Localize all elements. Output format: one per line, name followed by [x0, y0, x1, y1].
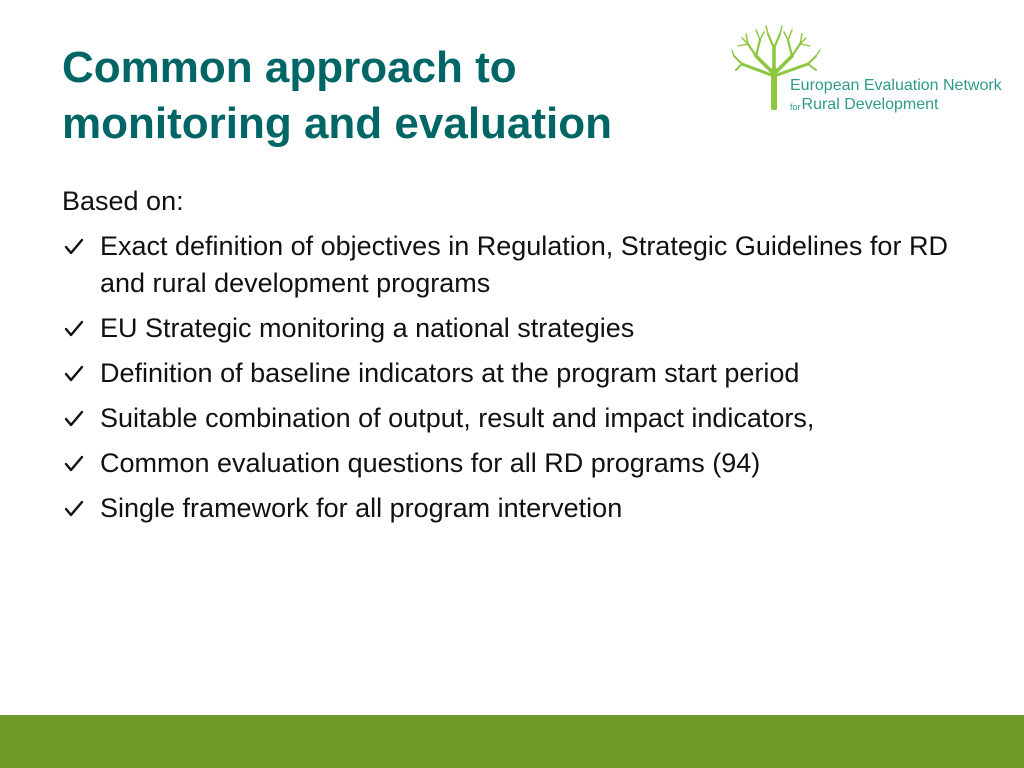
logo-text: [790, 76, 1002, 115]
bullet-text: Definition of baseline indicators at the program start period: [100, 358, 800, 388]
bullet-list: [62, 228, 962, 527]
logo-line-2-text: Rural Development: [801, 96, 939, 113]
slide-title-line-2: monitoring and evaluation: [62, 99, 613, 148]
logo-line-1: European Evaluation Network: [790, 77, 1002, 94]
bullet-item: [62, 310, 962, 347]
bullet-item: [62, 228, 962, 302]
bullet-item: [62, 490, 962, 527]
checkmark-icon: [62, 310, 88, 347]
bullet-item: [62, 445, 962, 482]
bullet-text: Single framework for all program intervetion: [100, 493, 623, 523]
checkmark-icon: [62, 400, 88, 437]
slide-title-line-1: Common approach to: [62, 43, 517, 92]
bullet-item: [62, 400, 962, 437]
checkmark-icon: [62, 490, 88, 527]
checkmark-icon: [62, 445, 88, 482]
eenrd-logo: [730, 24, 1015, 114]
bullet-text: Suitable combination of output, result and impact indicators,: [100, 403, 815, 433]
intro-text: Based on:: [62, 186, 184, 216]
bullet-text: Exact definition of objectives in Regulation, Strategic Guidelines for RD and rural development programs: [100, 231, 948, 298]
checkmark-icon: [62, 228, 88, 265]
logo-for-prefix: for: [790, 102, 801, 112]
slide-title: [62, 40, 612, 152]
checkmark-icon: [62, 355, 88, 392]
slide-body: [62, 183, 962, 535]
logo-line-2: [790, 96, 1002, 115]
bullet-item: [62, 355, 962, 392]
footer-bar: [0, 715, 1024, 768]
bullet-text: EU Strategic monitoring a national strategies: [100, 313, 635, 343]
bullet-text: Common evaluation questions for all RD programs (94): [100, 448, 761, 478]
